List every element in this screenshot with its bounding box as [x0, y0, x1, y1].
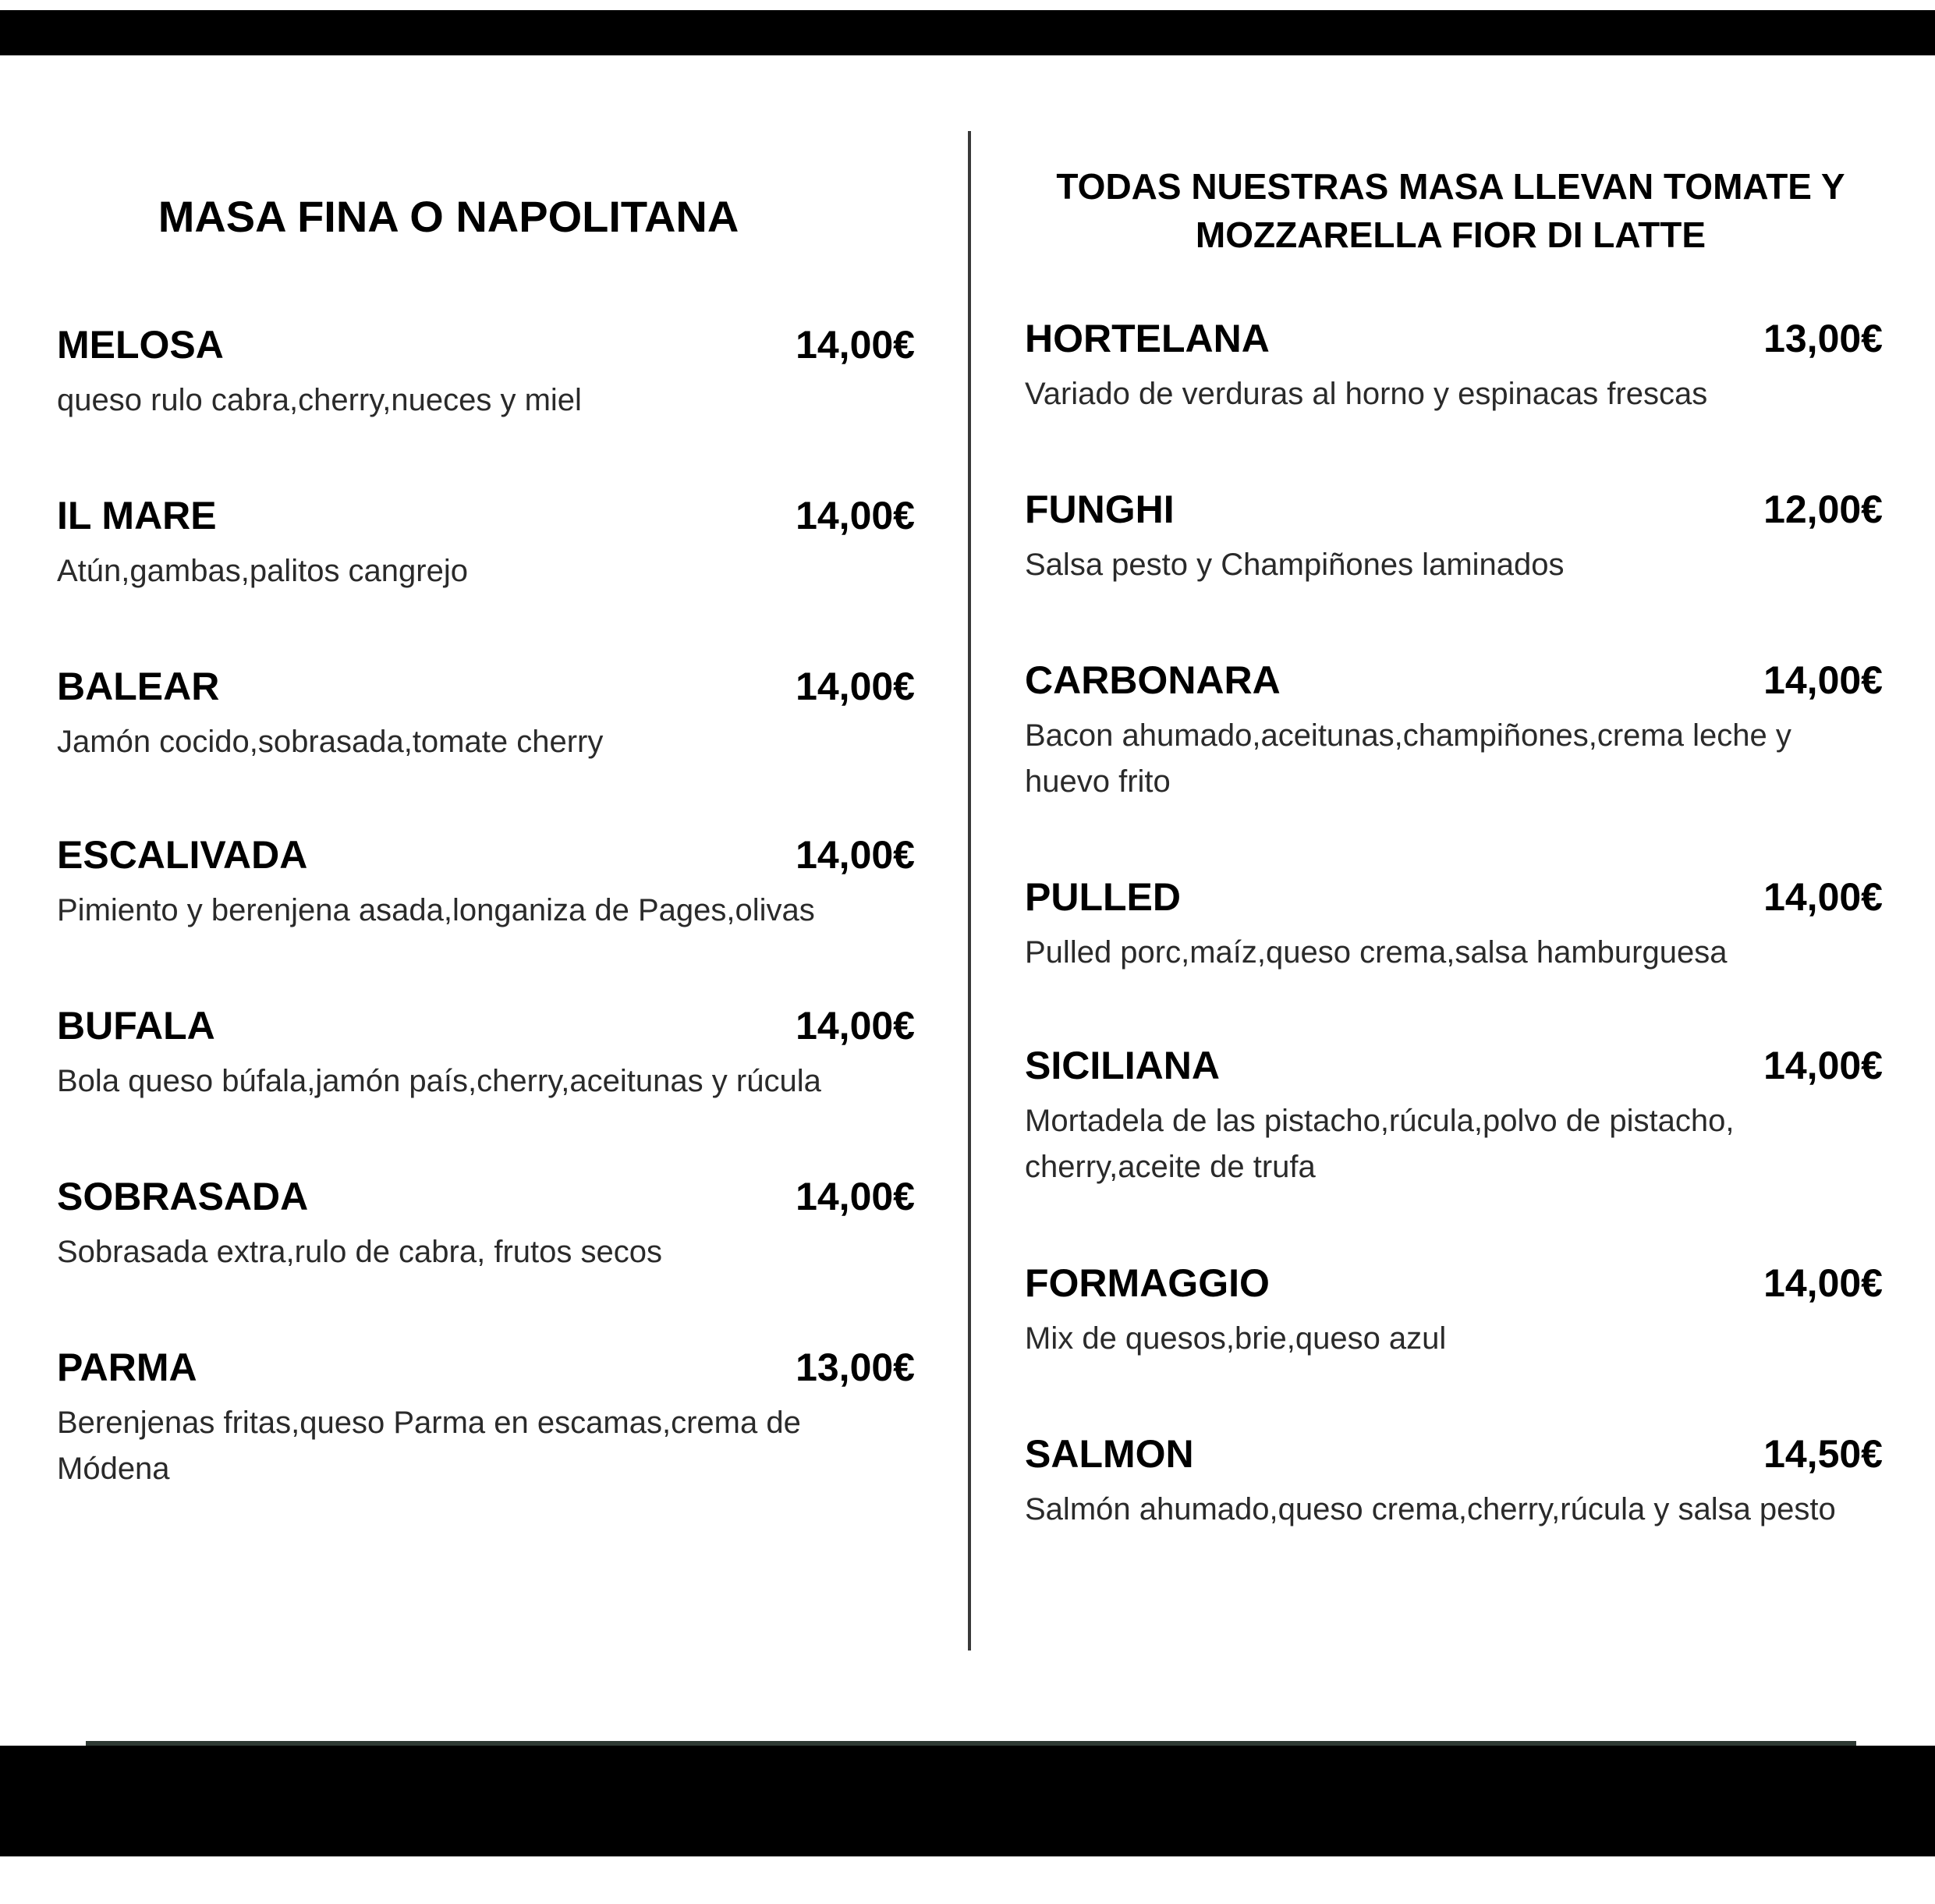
- menu-item-il-mare: [57, 491, 915, 594]
- item-description: Bacon ahumado,aceitunas,champiñones,crema leche y huevo frito: [1025, 718, 1791, 799]
- item-price: 14,00€: [796, 1004, 915, 1048]
- menu-item-melosa: [57, 320, 915, 424]
- item-name: ESCALIVADA: [57, 833, 308, 877]
- item-name: BUFALA: [57, 1004, 215, 1048]
- item-price: 14,00€: [796, 1175, 915, 1218]
- top-black-bar: [0, 10, 1935, 55]
- item-name: MELOSA: [57, 323, 224, 367]
- right-column-title: TODAS NUESTRAS MASA LLEVAN TOMATE Y MOZZARELLA FIOR DI LATTE: [1056, 166, 1845, 255]
- item-description: queso rulo cabra,cherry,nueces y miel: [57, 383, 582, 417]
- item-description: Mortadela de las pistacho,rúcula,polvo de pistacho, cherry,aceite de trufa: [1025, 1104, 1735, 1184]
- item-price: 14,50€: [1763, 1432, 1883, 1476]
- item-name: BALEAR: [57, 665, 220, 708]
- item-name: FUNGHI: [1025, 488, 1175, 531]
- item-description: Mix de quesos,brie,queso azul: [1025, 1321, 1447, 1356]
- item-description: Salsa pesto y Champiñones laminados: [1025, 548, 1565, 582]
- item-name: SOBRASADA: [57, 1175, 309, 1218]
- item-price: 14,00€: [796, 665, 915, 708]
- menu-item-balear: [57, 661, 915, 765]
- menu-item-parma: [57, 1342, 915, 1492]
- item-description: Jamón cocido,sobrasada,tomate cherry: [57, 725, 604, 759]
- item-price: 14,00€: [796, 323, 915, 367]
- item-description: Salmón ahumado,queso crema,cherry,rúcula y salsa pesto: [1025, 1492, 1836, 1526]
- menu-item-sobrasada: [57, 1172, 915, 1275]
- item-name: SALMON: [1025, 1432, 1194, 1476]
- menu-item-carbonara: [1025, 655, 1883, 805]
- item-price: 13,00€: [1763, 317, 1883, 360]
- menu-item-formaggio: [1025, 1258, 1883, 1362]
- item-price: 14,00€: [1763, 1261, 1883, 1305]
- item-price: 12,00€: [1763, 488, 1883, 531]
- item-price: 14,00€: [796, 494, 915, 537]
- item-name: CARBONARA: [1025, 658, 1281, 702]
- menu-item-salmon: [1025, 1429, 1883, 1533]
- menu-item-hortelana: [1025, 314, 1883, 417]
- item-description: Bola queso búfala,jamón país,cherry,aceitunas y rúcula: [57, 1064, 821, 1098]
- menu-item-funghi: [1025, 484, 1883, 588]
- item-description: Pulled porc,maíz,queso crema,salsa hamburguesa: [1025, 935, 1728, 970]
- item-price: 14,00€: [1763, 875, 1883, 919]
- item-price: 13,00€: [796, 1346, 915, 1389]
- item-description: Sobrasada extra,rulo de cabra, frutos secos: [57, 1235, 662, 1269]
- item-price: 14,00€: [1763, 658, 1883, 702]
- item-name: SICILIANA: [1025, 1044, 1220, 1087]
- menu-item-siciliana: [1025, 1041, 1883, 1190]
- menu-item-escalivada: [57, 830, 915, 934]
- item-price: 14,00€: [1763, 1044, 1883, 1087]
- item-description: Pimiento y berenjena asada,longaniza de Pages,olivas: [57, 893, 815, 927]
- item-name: HORTELANA: [1025, 317, 1270, 360]
- item-name: IL MARE: [57, 494, 217, 537]
- item-description: Berenjenas fritas,queso Parma en escamas,crema de Módena: [57, 1406, 801, 1486]
- left-column-title: MASA FINA O NAPOLITANA: [158, 192, 739, 241]
- item-name: FORMAGGIO: [1025, 1261, 1270, 1305]
- item-name: PARMA: [57, 1346, 197, 1389]
- column-divider: [968, 131, 971, 1650]
- item-description: Variado de verduras al horno y espinacas frescas: [1025, 377, 1708, 411]
- menu-item-bufala: [57, 1001, 915, 1104]
- item-name: PULLED: [1025, 875, 1181, 919]
- item-description: Atún,gambas,palitos cangrejo: [57, 554, 468, 588]
- bottom-black-bar: [0, 1746, 1935, 1856]
- menu-item-pulled: [1025, 872, 1883, 976]
- item-price: 14,00€: [796, 833, 915, 877]
